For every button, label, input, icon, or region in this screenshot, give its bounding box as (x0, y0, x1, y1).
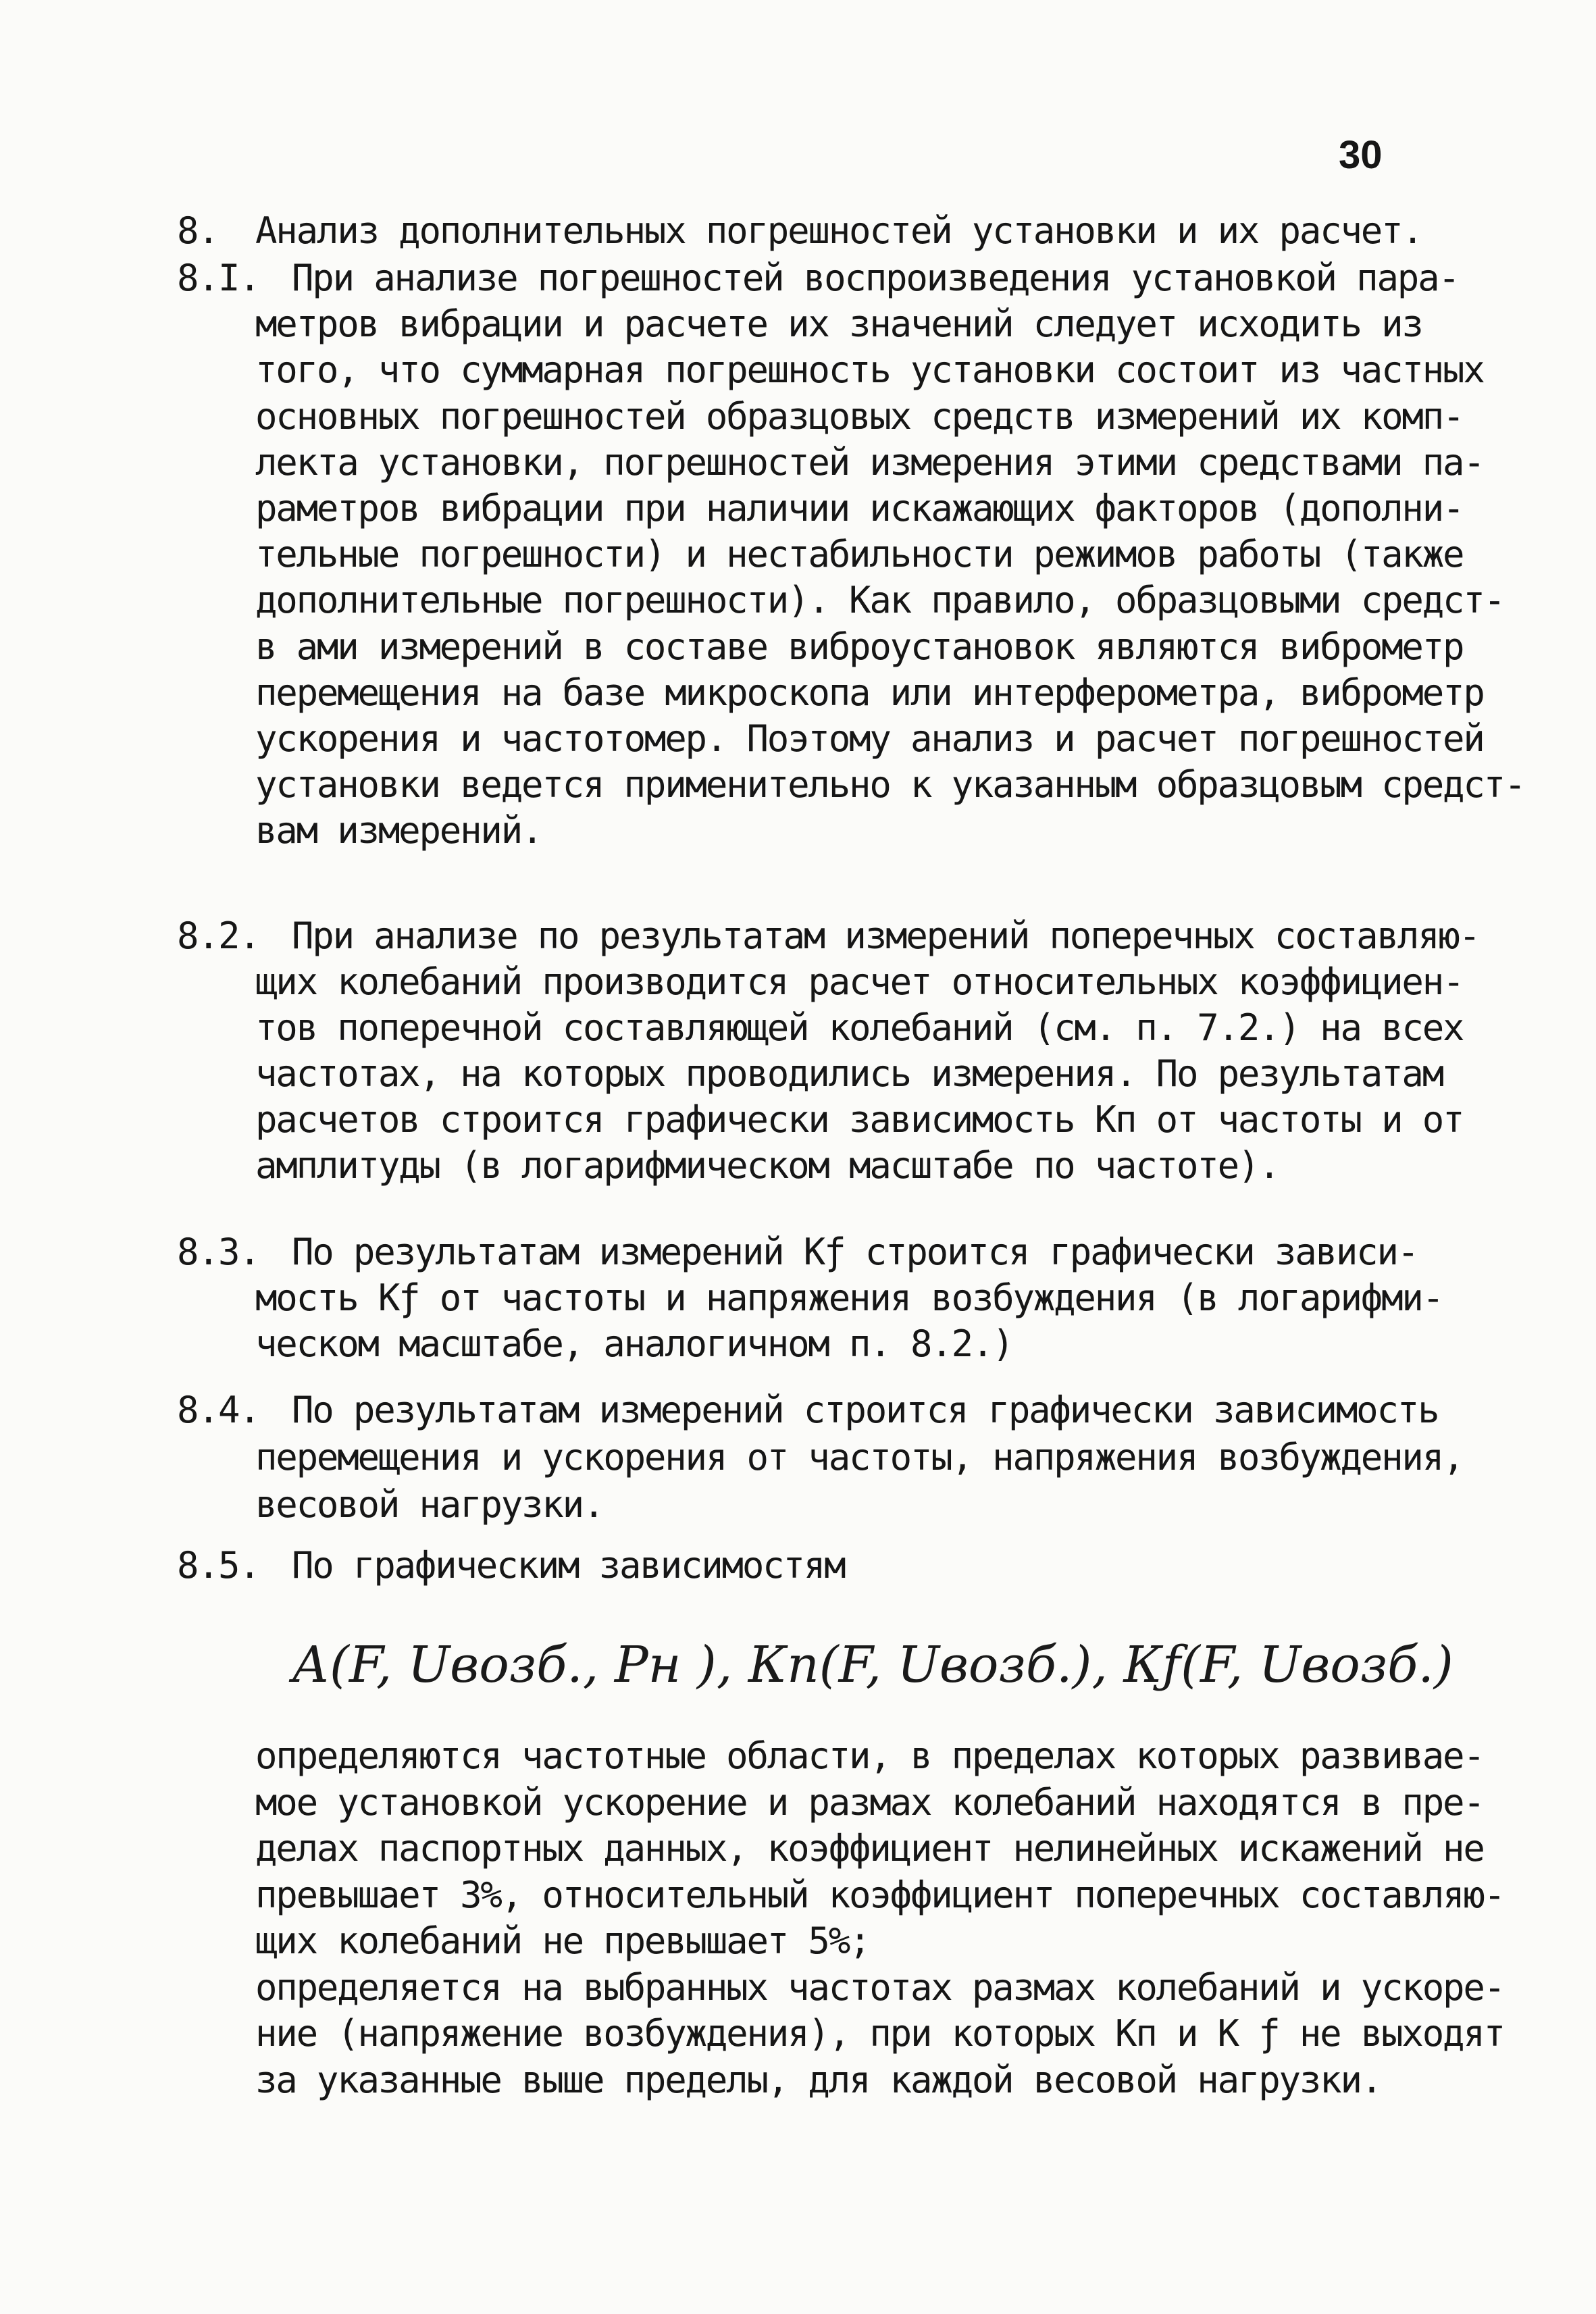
text-line: делах паспортных данных, коэффициент нелинейных искажений не (255, 1827, 1484, 1870)
text-line: При анализе по результатам измерений поперечных составляю- (292, 915, 1480, 957)
text-line: определяются частотные области, в пределах которых развивае- (255, 1734, 1484, 1777)
text-line: По результатам измерений Кƒ строится графически зависи- (292, 1231, 1418, 1273)
text-line: за указанные выше пределы, для каждой весовой нагрузки. (255, 2058, 1382, 2101)
text-line: ние (напряжение возбуждения), при которых Кп и К ƒ не выходят (255, 2012, 1504, 2055)
text-line: мое установкой ускорение и размах колебаний находятся в пре- (255, 1780, 1484, 1824)
formula: А(F, Uвозб., Pн ), Кп(F, Uвозб.), Кƒ(F, Uвозб.) (292, 1636, 1453, 1694)
text-line: лекта установки, погрешностей измерения этими средствами па- (255, 440, 1484, 484)
text-line: частотах, на которых проводились измерения. По результатам (255, 1052, 1443, 1095)
text-line: метров вибрации и расчете их значений следует исходить из (255, 303, 1422, 346)
text-line: тельные погрешности) и нестабильности режимов работы (также (255, 533, 1464, 576)
text-line: дополнительные погрешности). Как правило, образцовыми средст- (255, 579, 1504, 622)
text-line: вам измерений. (255, 809, 542, 852)
paragraph-number-8-3: 8.3. (177, 1231, 260, 1273)
text-line: щих колебаний не превышает 5%; (255, 1920, 870, 1962)
text-line: в ами измерений в составе виброустановок являются виброметр (255, 625, 1464, 668)
text-line: ускорения и частотомер. Поэтому анализ и расчет погрешностей (255, 717, 1484, 760)
text-line: установки ведется применительно к указанным образцовым средст- (255, 763, 1525, 806)
text-line: основных погрешностей образцовых средств измерений их комп- (255, 394, 1464, 438)
section-title: Анализ дополнительных погрешностей установки и их расчет. (255, 209, 1422, 252)
text-line: По результатам измерений строится графически зависимость (292, 1389, 1439, 1431)
text-line: перемещения и ускорения от частоты, напряжения возбуждения, (255, 1436, 1464, 1479)
text-line: превышает 3%, относительный коэффициент поперечных составляю- (255, 1873, 1504, 1916)
text-line: мость Кƒ от частоты и напряжения возбуждения (в логарифми- (255, 1277, 1443, 1319)
paragraph-number-8-5: 8.5. (177, 1544, 260, 1587)
section-number: 8. (177, 209, 219, 252)
text-line: При анализе погрешностей воспроизведения установкой пара- (292, 257, 1459, 299)
text-line: раметров вибрации при наличии искажающих факторов (дополни- (255, 487, 1464, 530)
text-line: По графическим зависимостям (292, 1544, 845, 1587)
text-line: весовой нагрузки. (255, 1483, 604, 1526)
text-line: того, что суммарная погрешность установки состоит из частных (255, 349, 1484, 392)
text-line: тов поперечной составляющей колебаний (см. п. 7.2.) на всех (255, 1006, 1464, 1049)
text-line: ческом масштабе, аналогичном п. 8.2.) (255, 1322, 1013, 1365)
paragraph-number-8-4: 8.4. (177, 1389, 260, 1431)
text-line: перемещения на базе микроскопа или интерферометра, виброметр (255, 671, 1484, 714)
page-number: 30 (1339, 133, 1383, 177)
paragraph-number-8-1: 8.I. (177, 257, 260, 299)
paragraph-number-8-2: 8.2. (177, 915, 260, 957)
text-line: расчетов строится графически зависимость Кп от частоты и от (255, 1098, 1464, 1141)
text-line: щих колебаний производится расчет относительных коэффициен- (255, 960, 1464, 1003)
text-line: определяется на выбранных частотах размах колебаний и ускоре- (255, 1965, 1504, 2009)
text-line: амплитуды (в логарифмическом масштабе по частоте). (255, 1144, 1279, 1187)
